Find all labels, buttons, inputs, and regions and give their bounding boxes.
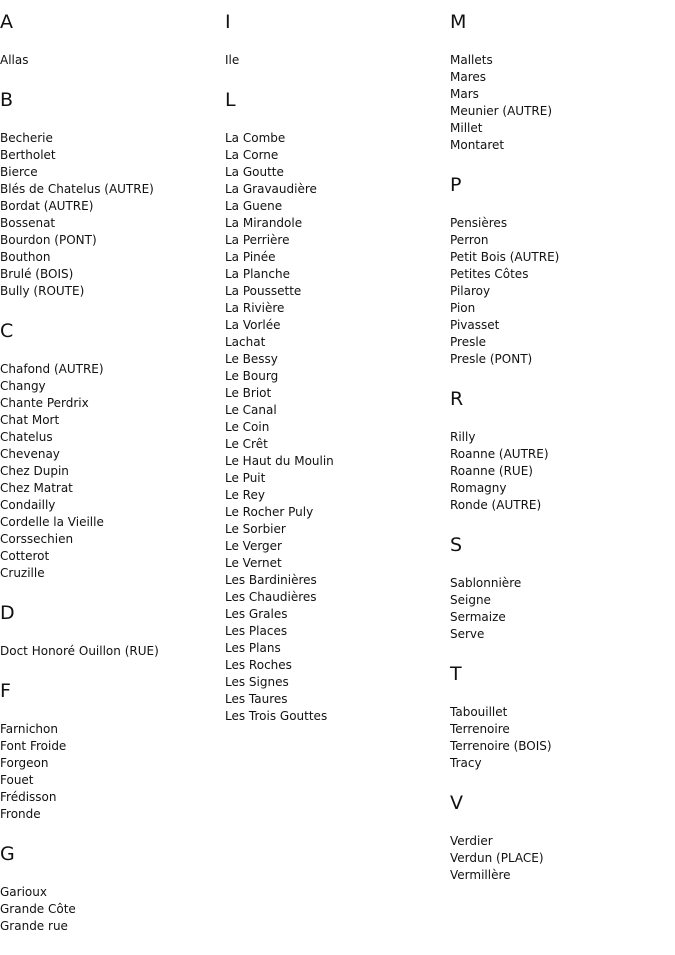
section-letter-heading: I [225, 11, 231, 33]
section-letter-heading: V [450, 792, 463, 814]
place-name-item: Bully (ROUTE) [0, 284, 85, 298]
place-name-list [225, 52, 450, 69]
place-name-list [450, 429, 675, 514]
place-name-item: Les Trois Gouttes [225, 709, 328, 723]
place-name-item: Mallets [450, 53, 493, 67]
section-letter-heading: R [450, 388, 464, 410]
place-name-item: Sablonnière [450, 576, 522, 590]
place-name-item: Chez Matrat [0, 481, 73, 495]
letter-section [0, 11, 225, 69]
place-name-item: Becherie [0, 131, 53, 145]
place-name-item: Cruzille [0, 566, 45, 580]
section-letter-heading: B [0, 89, 14, 111]
place-name-item: Presle (PONT) [450, 352, 533, 366]
place-name-item: Tracy [450, 756, 482, 770]
place-name-item: Ile [225, 53, 240, 67]
place-name-item: Millet [450, 121, 483, 135]
section-letter-heading: L [225, 89, 236, 111]
place-name-item: Chevenay [0, 447, 60, 461]
place-name-item: Bossenat [0, 216, 56, 230]
place-name-item: Romagny [450, 481, 507, 495]
section-letter-heading: G [0, 843, 15, 865]
place-name-item: Fouet [0, 773, 34, 787]
place-name-item: Terrenoire [450, 722, 510, 736]
place-name-list [0, 130, 225, 300]
place-name-item: Seigne [450, 593, 491, 607]
place-name-item: Le Bourg [225, 369, 279, 383]
index-column-2 [225, 0, 450, 745]
letter-section [450, 11, 675, 154]
place-name-item: Grande rue [0, 919, 68, 933]
place-name-item: Bierce [0, 165, 38, 179]
place-name-item: Montaret [450, 138, 505, 152]
place-name-item: Pilaroy [450, 284, 491, 298]
place-name-item: Frédisson [0, 790, 57, 804]
place-name-item: La Pinée [225, 250, 276, 264]
place-name-item: Roanne (AUTRE) [450, 447, 549, 461]
section-letter-heading: T [450, 663, 462, 685]
place-name-item: Cotterot [0, 549, 50, 563]
place-name-item: Le Crêt [225, 437, 268, 451]
place-name-list [0, 361, 225, 582]
place-name-item: Le Haut du Moulin [225, 454, 334, 468]
letter-section [225, 89, 450, 725]
place-name-item: Rilly [450, 430, 476, 444]
place-name-item: Bordat (AUTRE) [0, 199, 94, 213]
place-name-item: Bouthon [0, 250, 51, 264]
place-name-item: La Mirandole [225, 216, 303, 230]
place-name-item: Sermaize [450, 610, 506, 624]
place-name-item: Verdun (PLACE) [450, 851, 544, 865]
place-name-item: La Perrière [225, 233, 290, 247]
place-name-item: Les Roches [225, 658, 292, 672]
place-name-item: Cordelle la Vieille [0, 515, 104, 529]
place-name-item: Condailly [0, 498, 56, 512]
place-name-item: Doct Honoré Ouillon (RUE) [0, 644, 159, 658]
place-name-item: Ronde (AUTRE) [450, 498, 542, 512]
place-name-item: Le Vernet [225, 556, 282, 570]
place-name-item: Bertholet [0, 148, 56, 162]
place-name-item: Terrenoire (BOIS) [450, 739, 552, 753]
place-name-list [225, 130, 450, 725]
place-name-item: La Planche [225, 267, 290, 281]
place-name-item: La Guene [225, 199, 283, 213]
place-name-item: La Corne [225, 148, 279, 162]
place-name-list [450, 704, 675, 772]
place-name-item: Le Sorbier [225, 522, 286, 536]
place-name-item: Corssechien [0, 532, 74, 546]
place-name-item: Le Bessy [225, 352, 278, 366]
place-name-item: Petit Bois (AUTRE) [450, 250, 560, 264]
place-name-item: Les Bardinières [225, 573, 317, 587]
place-name-item: Font Froide [0, 739, 67, 753]
place-name-item: Le Rocher Puly [225, 505, 314, 519]
place-name-item: La Gravaudière [225, 182, 317, 196]
place-name-item: Le Briot [225, 386, 272, 400]
place-name-item: Pion [450, 301, 476, 315]
place-name-item: Perron [450, 233, 489, 247]
place-name-item: Meunier (AUTRE) [450, 104, 553, 118]
place-name-item: Chatelus [0, 430, 53, 444]
place-name-item: Chafond (AUTRE) [0, 362, 104, 376]
letter-section [450, 174, 675, 368]
place-name-item: Roanne (RUE) [450, 464, 533, 478]
place-name-item: Le Puit [225, 471, 266, 485]
letter-section [225, 11, 450, 69]
section-letter-heading: S [450, 534, 463, 556]
place-name-item: Les Plans [225, 641, 281, 655]
place-name-item: Farnichon [0, 722, 58, 736]
place-name-list [0, 52, 225, 69]
place-name-list [450, 215, 675, 368]
letter-section [450, 534, 675, 643]
section-letter-heading: A [0, 11, 13, 33]
place-name-item: La Goutte [225, 165, 284, 179]
section-letter-heading: C [0, 320, 14, 342]
section-letter-heading: D [0, 602, 15, 624]
place-name-item: Grande Côte [0, 902, 76, 916]
place-name-item: Le Coin [225, 420, 270, 434]
place-name-item: Garioux [0, 885, 47, 899]
place-name-item: Verdier [450, 834, 493, 848]
place-name-item: Allas [0, 53, 29, 67]
place-name-item: Le Rey [225, 488, 265, 502]
place-name-item: Les Taures [225, 692, 288, 706]
place-name-item: Le Verger [225, 539, 282, 553]
place-name-item: Chat Mort [0, 413, 60, 427]
place-name-item: La Vorlée [225, 318, 281, 332]
place-name-item: Tabouillet [450, 705, 508, 719]
letter-section [450, 663, 675, 772]
place-name-item: Les Grales [225, 607, 288, 621]
letter-section [0, 602, 225, 660]
letter-section [0, 843, 225, 935]
place-name-item: Bourdon (PONT) [0, 233, 97, 247]
place-name-list [0, 884, 225, 935]
place-name-item: Pivasset [450, 318, 500, 332]
place-name-item: Fronde [0, 807, 41, 821]
section-letter-heading: F [0, 680, 11, 702]
place-name-list [450, 575, 675, 643]
letter-section [450, 792, 675, 884]
place-name-item: Les Signes [225, 675, 289, 689]
place-name-list [450, 52, 675, 154]
letter-section [0, 680, 225, 823]
place-name-item: Serve [450, 627, 485, 641]
place-name-item: Blés de Chatelus (AUTRE) [0, 182, 154, 196]
letter-section [0, 320, 225, 582]
index-column-1 [0, 0, 225, 955]
place-name-item: Les Chaudières [225, 590, 317, 604]
place-name-item: Chante Perdrix [0, 396, 89, 410]
place-name-item: Vermillère [450, 868, 511, 882]
place-name-item: Presle [450, 335, 487, 349]
index-column-3 [450, 0, 675, 904]
place-name-item: Brulé (BOIS) [0, 267, 74, 281]
place-name-item: La Combe [225, 131, 286, 145]
place-name-item: Changy [0, 379, 46, 393]
place-name-item: Lachat [225, 335, 266, 349]
place-name-list [0, 721, 225, 823]
section-letter-heading: M [450, 11, 467, 33]
place-name-item: La Rivière [225, 301, 285, 315]
section-letter-heading: P [450, 174, 462, 196]
letter-section [450, 388, 675, 514]
place-name-item: La Poussette [225, 284, 302, 298]
place-name-item: Petites Côtes [450, 267, 529, 281]
place-name-item: Mares [450, 70, 487, 84]
place-name-list [0, 643, 225, 660]
place-name-item: Forgeon [0, 756, 49, 770]
place-name-item: Mars [450, 87, 479, 101]
place-name-item: Les Places [225, 624, 288, 638]
letter-section [0, 89, 225, 300]
place-name-item: Pensières [450, 216, 508, 230]
place-name-item: Chez Dupin [0, 464, 69, 478]
place-name-item: Le Canal [225, 403, 277, 417]
place-name-list [450, 833, 675, 884]
